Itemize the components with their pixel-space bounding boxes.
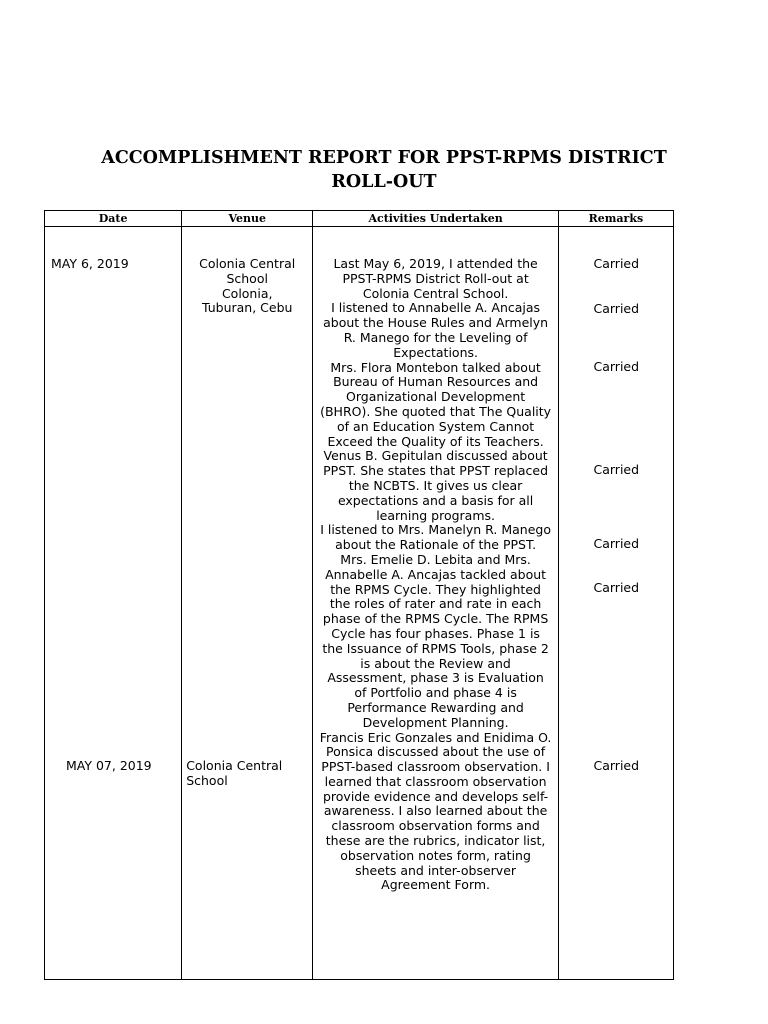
activity-entry: Mrs. Emelie D. Lebita and Mrs. Annabelle A. Ancajas tackled about the RPMS Cycle. They highlighted the roles of rater and rate in each phase of the RPMS Cycle. The RPMS Cycle has four phases. Phase 1 is the Issuance of RPMS Tools, phase 2 is about the Review and Assessment, phase 3 is Evaluation of Portfolio and phase 4 is Performance Rewarding and Development Planning. bbox=[322, 551, 549, 730]
venue-entry: Colonia Central School bbox=[186, 758, 283, 788]
remarks-cell bbox=[558, 227, 673, 980]
header-activities: Activities Undertaken bbox=[313, 211, 558, 227]
header-remarks: Remarks bbox=[558, 211, 673, 227]
table-header-row bbox=[45, 211, 674, 227]
remark-entry: Carried bbox=[593, 359, 640, 374]
date-entry: MAY 6, 2019 bbox=[51, 256, 129, 271]
remark-entry: Carried bbox=[593, 580, 640, 595]
venue-cell bbox=[182, 227, 313, 980]
activity-entry: Last May 6, 2019, I attended the PPST-RPMS District Roll-out at Colonia Central School. bbox=[333, 256, 538, 301]
header-date: Date bbox=[45, 211, 182, 227]
accomplishment-table bbox=[44, 210, 674, 980]
title-line-2: ROLL-OUT bbox=[331, 172, 437, 192]
remark-entry: Carried bbox=[593, 462, 640, 477]
activity-entry: Mrs. Flora Montebon talked about Bureau of Human Resources and Organizational Development (BHRO). She quoted that The Quality of an Education System Cannot Exceed the Quality of its Teachers. bbox=[320, 359, 552, 449]
activity-entry: I listened to Annabelle A. Ancajas about the House Rules and Armelyn R. Manego for the Leveling of Expectations. bbox=[323, 300, 549, 360]
venue-entry: Colonia Central School Colonia, Tuburan, Cebu bbox=[199, 256, 296, 316]
page-title bbox=[0, 146, 768, 194]
title-line-1: ACCOMPLISHMENT REPORT FOR PPST-RPMS DISTRICT bbox=[101, 148, 667, 168]
activity-entry: I listened to Mrs. Manelyn R. Manego about the Rationale of the PPST. bbox=[320, 522, 551, 553]
activity-entry: Francis Eric Gonzales and Enidima O. Ponsica discussed about the use of PPST-based classroom observation. I learned that classroom observation provide evidence and develops self-awareness. I also learned about the classroom observation forms and these are the rubrics, indicator list, observation notes form, rating sheets and inter-observer Agreement Form. bbox=[319, 729, 552, 893]
remark-entry: Carried bbox=[593, 536, 640, 551]
activities-cell bbox=[313, 227, 558, 980]
date-entry: MAY 07, 2019 bbox=[66, 758, 152, 773]
activity-entry: Venus B. Gepitulan discussed about PPST. She states that PPST replaced the NCBTS. It gives us clear expectations and a basis for all learning programs. bbox=[323, 448, 549, 523]
date-cell bbox=[45, 227, 182, 980]
remark-entry: Carried bbox=[593, 301, 640, 316]
remark-entry: Carried bbox=[593, 256, 640, 271]
header-venue: Venue bbox=[182, 211, 313, 227]
remark-entry: Carried bbox=[593, 758, 640, 773]
table-row bbox=[45, 227, 674, 980]
